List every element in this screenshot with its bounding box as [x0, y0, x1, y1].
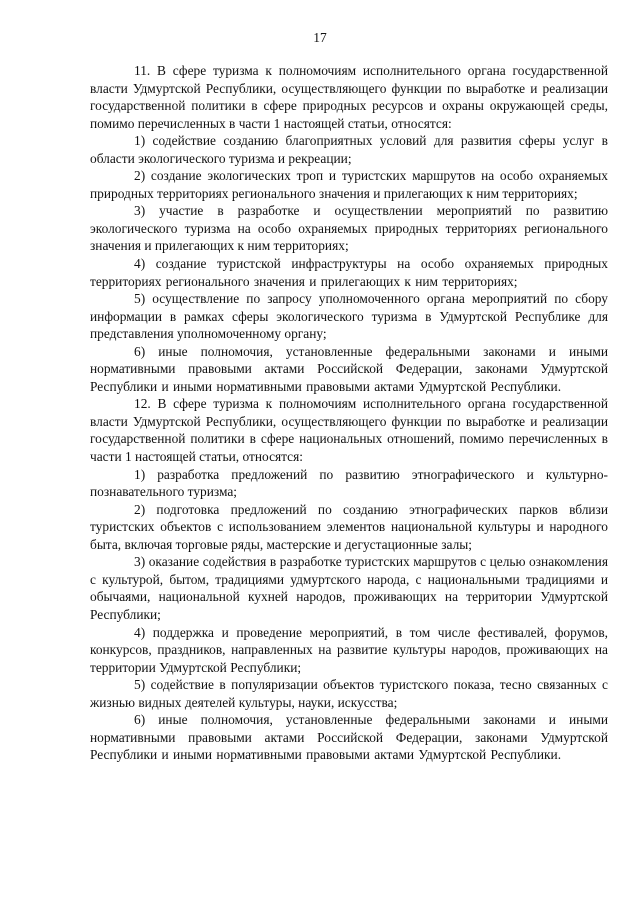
- paragraph-11-item-6: 6) иные полномочия, установленные федеральными законами и иными нормативными правовыми актами Российской Федерации, законами Удмуртской Республики и иными нормативными правовыми актами Удмуртской Республики.: [90, 343, 608, 394]
- paragraph-11-intro: 11. В сфере туризма к полномочиям исполнительного органа государственной власти Удмуртской Республики, осуществляющего функции по выработке и реализации государственной политики в сфере природных ресурсов и охраны окружающей среды, помимо перечисленных в части 1 настоящей статьи, относятся:: [90, 63, 608, 131]
- paragraph-11-item-4: 4) создание туристской инфраструктуры на особо охраняемых природных территориях регионального значения и прилегающих к ним территориях;: [90, 256, 608, 289]
- paragraph-12-item-2: 2) подготовка предложений по созданию этнографических парков вблизи туристских объектов с использованием элементов национальной культуры и народного быта, включая торговые ряды, мастерские и дегустационные залы;: [90, 501, 608, 552]
- paragraph-12-item-1: 1) разработка предложений по развитию этнографического и культурно-познавательного туризма;: [90, 466, 608, 500]
- paragraph-11-item-1: 1) содействие созданию благоприятных условий для развития сферы услуг в области экологического туризма и рекреации;: [90, 133, 608, 166]
- paragraph-11-item-2: 2) создание экологических троп и туристских маршрутов на особо охраняемых природных территориях регионального значения и прилегающих к ним территориях;: [90, 168, 608, 201]
- paragraph-12-item-3: 3) оказание содействия в разработке туристских маршрутов с целью ознакомления с культурой, бытом, традициями удмуртского народа, с национальными традициями и обычаями, национальной кухней народов, проживающих на территории Удмуртской Республики;: [90, 554, 608, 622]
- paragraph-11-item-5: 5) осуществление по запросу уполномоченного органа мероприятий по сбору информации в рамках сферы экологического туризма в Удмуртской Республике для представления уполномоченному органу;: [90, 291, 608, 342]
- document-body: [90, 62, 608, 764]
- paragraph-12-intro: 12. В сфере туризма к полномочиям исполнительного органа государственной власти Удмуртской Республики, осуществляющего функции по выработке и реализации государственной политики в сфере национальных отношений, помимо перечисленных в части 1 настоящей статьи, относятся:: [90, 396, 608, 465]
- page-number: 17: [313, 30, 327, 45]
- paragraph-12-item-4: 4) поддержка и проведение мероприятий, в том числе фестивалей, форумов, конкурсов, праздников, направленных на развитие культуры народов, проживающих на территории Удмуртской Республики;: [90, 624, 608, 675]
- paragraph-11-item-3: 3) участие в разработке и осуществлении мероприятий по развитию экологического туризма на особо охраняемых природных территориях регионального значения и прилегающих к ним территориях;: [90, 203, 608, 254]
- paragraph-12-item-6: 6) иные полномочия, установленные федеральными законами и иными нормативными правовыми актами Российской Федерации, законами Удмуртской Республики и иными нормативными правовыми актами Удмуртской Республики.: [90, 712, 608, 763]
- paragraph-12-item-5: 5) содействие в популяризации объектов туристского показа, тесно связанных с жизнью видных деятелей культуры, науки, искусства;: [90, 677, 608, 710]
